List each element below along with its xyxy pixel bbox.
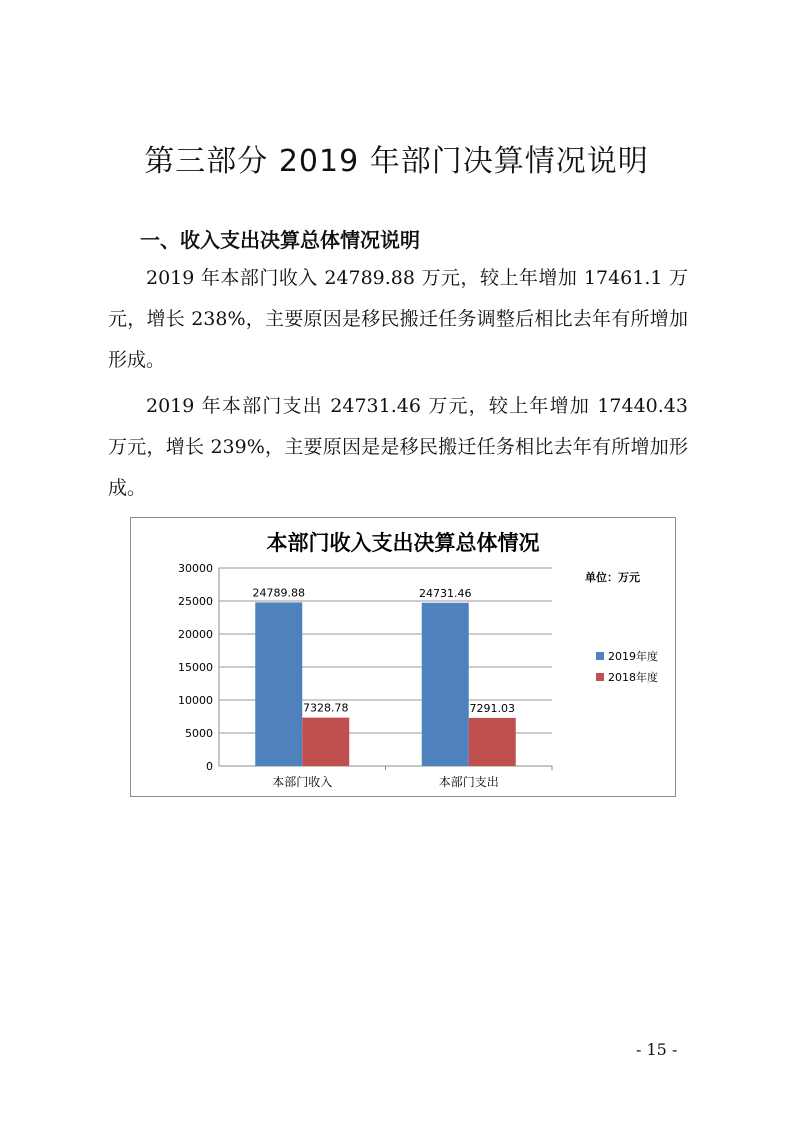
legend-swatch — [596, 673, 604, 681]
bar-series1 — [255, 602, 302, 766]
legend-label: 2019年度 — [608, 650, 658, 663]
income-paragraph: 2019 年本部门收入 24789.88 万元，较上年增加 17461.1 万元，增长 238%，主要原因是移民搬迁任务调整后相比去年有所增加形成。 — [108, 267, 688, 371]
y-tick-label: 30000 — [178, 562, 213, 575]
y-tick-label: 20000 — [178, 628, 213, 641]
y-tick-label: 15000 — [178, 661, 213, 674]
y-tick-label: 5000 — [185, 727, 213, 740]
y-tick-label: 10000 — [178, 694, 213, 707]
chart-container — [130, 517, 676, 797]
section-heading: 一、收入支出决算总体情况说明 — [140, 228, 420, 252]
page-title: 第三部分 2019 年部门决算情况说明 — [144, 144, 649, 179]
legend-swatch — [596, 652, 604, 660]
data-label: 7291.03 — [469, 701, 515, 715]
bar-series2 — [469, 718, 516, 766]
page-number: - 15 - — [636, 1040, 678, 1059]
y-tick-label: 25000 — [178, 595, 213, 608]
legend-label: 2018年度 — [608, 671, 658, 684]
data-label: 24789.88 — [252, 586, 305, 600]
data-label: 7328.78 — [303, 701, 349, 715]
expenditure-paragraph: 2019 年本部门支出 24731.46 万元，较上年增加 17440.43 万元，增长 239%，主要原因是是移民搬迁任务相比去年有所增加形成。 — [108, 395, 688, 499]
y-tick-label: 0 — [206, 760, 213, 773]
unit-note: 单位：万元 — [585, 571, 640, 584]
chart-title: 本部门收入支出决算总体情况 — [266, 531, 540, 555]
bar-series1 — [422, 603, 469, 766]
category-label: 本部门收入 — [272, 775, 333, 789]
data-label: 24731.46 — [419, 586, 472, 600]
bar-series2 — [302, 718, 349, 766]
category-label: 本部门支出 — [438, 775, 499, 789]
income-expenditure-chart — [131, 518, 675, 796]
